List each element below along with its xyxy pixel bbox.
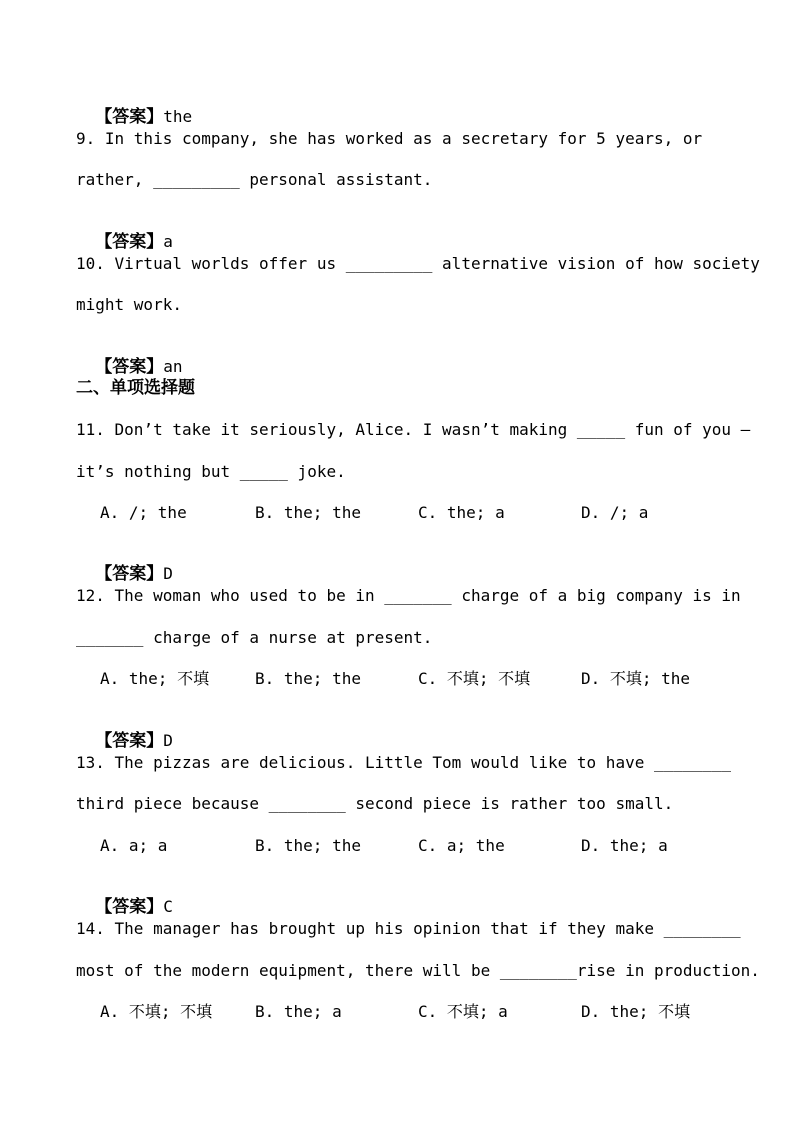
option-c: C. 不填; a: [418, 1002, 508, 1021]
answer-label: 【答案】: [95, 731, 164, 751]
answer-label: 【答案】: [95, 232, 164, 252]
option-c: C. the; a: [418, 503, 505, 522]
answer-value: a: [163, 232, 173, 251]
answer-value: D: [163, 731, 173, 750]
question-14-line-1: 14. The manager has brought up his opinion that if they make ________: [76, 919, 741, 938]
answer-line-11: [76, 544, 173, 584]
option-c: C. a; the: [418, 836, 505, 855]
option-d: D. the; a: [581, 836, 668, 855]
answer-label: 【答案】: [95, 357, 164, 377]
answer-line-12: [76, 711, 173, 751]
question-12-line-2: _______ charge of a nurse at present.: [76, 628, 433, 647]
answer-label: 【答案】: [95, 564, 164, 584]
option-d: D. 不填; the: [581, 669, 691, 688]
answer-value: C: [163, 897, 173, 916]
question-10-line-2: might work.: [76, 295, 182, 314]
answer-value: the: [163, 107, 193, 126]
option-a: A. the; 不填: [100, 669, 210, 688]
question-11-line-1: 11. Don’t take it seriously, Alice. I wasn’t making _____ fun of you —: [76, 420, 751, 439]
answer-value: D: [163, 564, 173, 583]
section-heading: 二、单项选择题: [76, 378, 195, 398]
option-a: A. a; a: [100, 836, 168, 855]
option-a: A. 不填; 不填: [100, 1002, 213, 1021]
question-9-line-2: rather, _________ personal assistant.: [76, 170, 433, 189]
question-10-line-1: 10. Virtual worlds offer us _________ alternative vision of how society: [76, 254, 760, 273]
answer-label: 【答案】: [95, 107, 164, 127]
question-11-line-2: it’s nothing but _____ joke.: [76, 462, 346, 481]
question-9-line-1: 9. In this company, she has worked as a secretary for 5 years, or: [76, 129, 703, 148]
option-d: D. the; 不填: [581, 1002, 691, 1021]
answer-label: 【答案】: [95, 897, 164, 917]
answer-line-9: [76, 212, 173, 252]
question-13-line-2: third piece because ________ second piece is rather too small.: [76, 794, 674, 813]
option-b: B. the; a: [255, 1002, 342, 1021]
question-13-line-1: 13. The pizzas are delicious. Little Tom would like to have ________: [76, 753, 732, 772]
answer-line-8: [76, 87, 192, 127]
answer-value: an: [163, 357, 183, 376]
question-12-line-1: 12. The woman who used to be in _______ charge of a big company is in: [76, 586, 741, 605]
answer-line-10: [76, 337, 183, 377]
option-b: B. the; the: [255, 503, 361, 522]
option-b: B. the; the: [255, 669, 361, 688]
option-b: B. the; the: [255, 836, 361, 855]
answer-line-13: [76, 877, 173, 917]
option-a: A. /; the: [100, 503, 187, 522]
option-c: C. 不填; 不填: [418, 669, 531, 688]
question-14-line-2: most of the modern equipment, there will be ________rise in production.: [76, 961, 760, 980]
option-d: D. /; a: [581, 503, 649, 522]
